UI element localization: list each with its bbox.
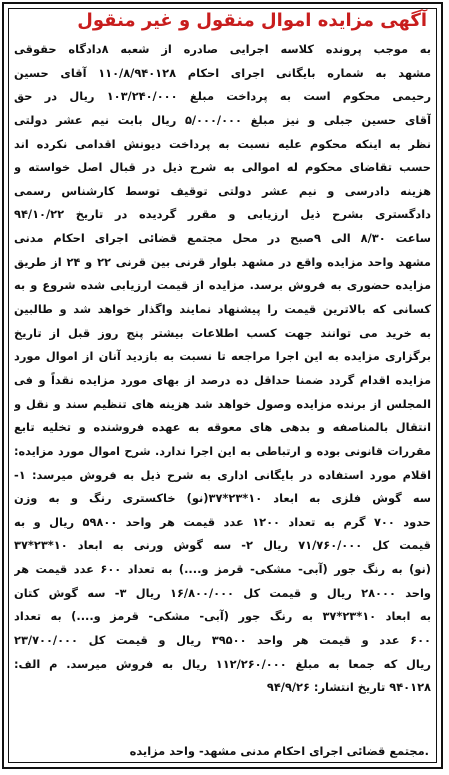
- notice-line: به خرید می توانند جهت کسب اطلاعات بیشتر پنج روز قبل از تاریخ: [14, 325, 431, 340]
- notice-line: ساعت ۸/۳۰ الی ۹صبح در محل مجتمع قضائی اجرای احکام مدنی: [14, 231, 431, 246]
- notice-line: حدود ۷۰۰ گرم به تعداد ۱۲۰۰ عدد قیمت هر واحد ۵۹۸۰۰ ریال و به: [14, 514, 431, 529]
- notice-line: حسب تقاضای محکوم له اموالی به شرح ذیل در قبال اصل خواسته و: [14, 160, 431, 175]
- notice-line: (نو) به رنگ جور (آبی- مشکی- قرمز و....) به تعداد ۶۰۰ عدد قیمت هر: [14, 562, 431, 577]
- notice-line: واحد ۲۸۰۰۰ ریال و قیمت کل ۱۶/۸۰۰/۰۰۰ ریال ۳- سه گوش کتان: [14, 585, 431, 600]
- notice-line: کسانی که بالاترین قیمت را پیشنهاد نمایند واگذار خواهد شد و طالبین: [14, 302, 431, 317]
- auction-notice: [2, 2, 443, 769]
- notice-line: رحیمی محکوم است به پرداخت مبلغ ۱۰۳/۲۴۰/۰۰۰ ریال در حق: [14, 89, 431, 104]
- notice-line: المجلس از برنده مزایده وصول خواهد شد هزینه های تنظیم سند و نقل و: [14, 396, 431, 411]
- notice-line: مشهد به شماره بایگانی اجرای احکام ۱۱۰/۸/۹۴۰۱۲۸ آقای حسین: [14, 65, 431, 80]
- notice-line: قیمت کل ۷۱/۷۶۰/۰۰۰ ریال ۲- سه گوش ورنی به ابعاد ۱۰*۲۳*۳۷: [14, 538, 431, 553]
- notice-line: ۶۰۰ عدد و قیمت هر واحد ۳۹۵۰۰ ریال و قیمت کل ۲۳/۷۰۰/۰۰۰: [14, 633, 431, 648]
- notice-line: دادگستری بشرح ذیل ارزیابی و مقرر گردیده در تاریخ ۹۴/۱۰/۲۲: [14, 207, 431, 222]
- notice-line: مزایده حضوری به فروش برسد. مزایده از قیمت ارزیابی شده شروع و به: [14, 278, 431, 293]
- notice-line: ریال که جمعا به مبلغ ۱۱۲/۲۶۰/۰۰۰ ریال به فروش میرسد. م الف:: [14, 656, 431, 671]
- notice-line: مزایده اقدام گردد ضمنا حداقل ده درصد از بهای مورد مزایده نقداً و فی: [14, 372, 431, 387]
- notice-line: مقررات قانونی بوده و ارتباطی به این اجرا ندارد. شرح اموال مورد مزایده:: [14, 444, 431, 458]
- notice-line-last: ۹۴۰۱۲۸ تاریخ انتشار: ۹۴/۹/۲۶: [266, 680, 431, 695]
- notice-line: به موجب پرونده کلاسه اجرایی صادره از شعبه ۸دادگاه حقوقی: [14, 42, 431, 56]
- notice-line: انتقال بالمناصفه و بدهی های معوقه به عهده فروشنده و تخلیه تابع: [14, 420, 431, 435]
- notice-line: برگزاری مزایده به این اجرا مراجعه تا نسبت به بازدید آنان از اموال مورد: [14, 349, 431, 364]
- notice-line: نظر به اینکه محکوم علیه نسبت به پرداخت دیونش اقدامی نکرده اند: [14, 136, 431, 151]
- notice-line: اقلام مورد استفاده در بایگانی اداری به شرح ذیل به فروش میرسد: ۱-: [14, 467, 431, 482]
- notice-footer: .مجتمع قضائی اجرای احکام مدنی مشهد- واحد مزایده: [129, 744, 429, 758]
- notice-body: [14, 38, 431, 700]
- notice-line: مشهد واحد مزایده واقع در مشهد بلوار قرنی بین قرنی ۲۲ و ۲۴ از طریق: [14, 254, 431, 269]
- notice-title: آگهی مزایده اموال منقول و غیر منقول: [77, 10, 427, 31]
- notice-line: سه گوش فلزی به ابعاد ۱۰*۲۳*۳۷(نو) خاکستری رنگ و به وزن: [14, 491, 431, 506]
- notice-line: به ابعاد ۱۰*۲۳*۳۷ به رنگ جور (آبی- مشکی- قرمز و....) به تعداد: [14, 609, 431, 624]
- notice-line: هزینه دادرسی و نیم عشر دولتی توقیف توسط کارشناس رسمی: [14, 183, 431, 198]
- notice-line: آقای حسین جبلی و نیز مبلغ ۵/۰۰۰/۰۰۰ ریال بابت نیم عشر دولتی: [14, 112, 431, 127]
